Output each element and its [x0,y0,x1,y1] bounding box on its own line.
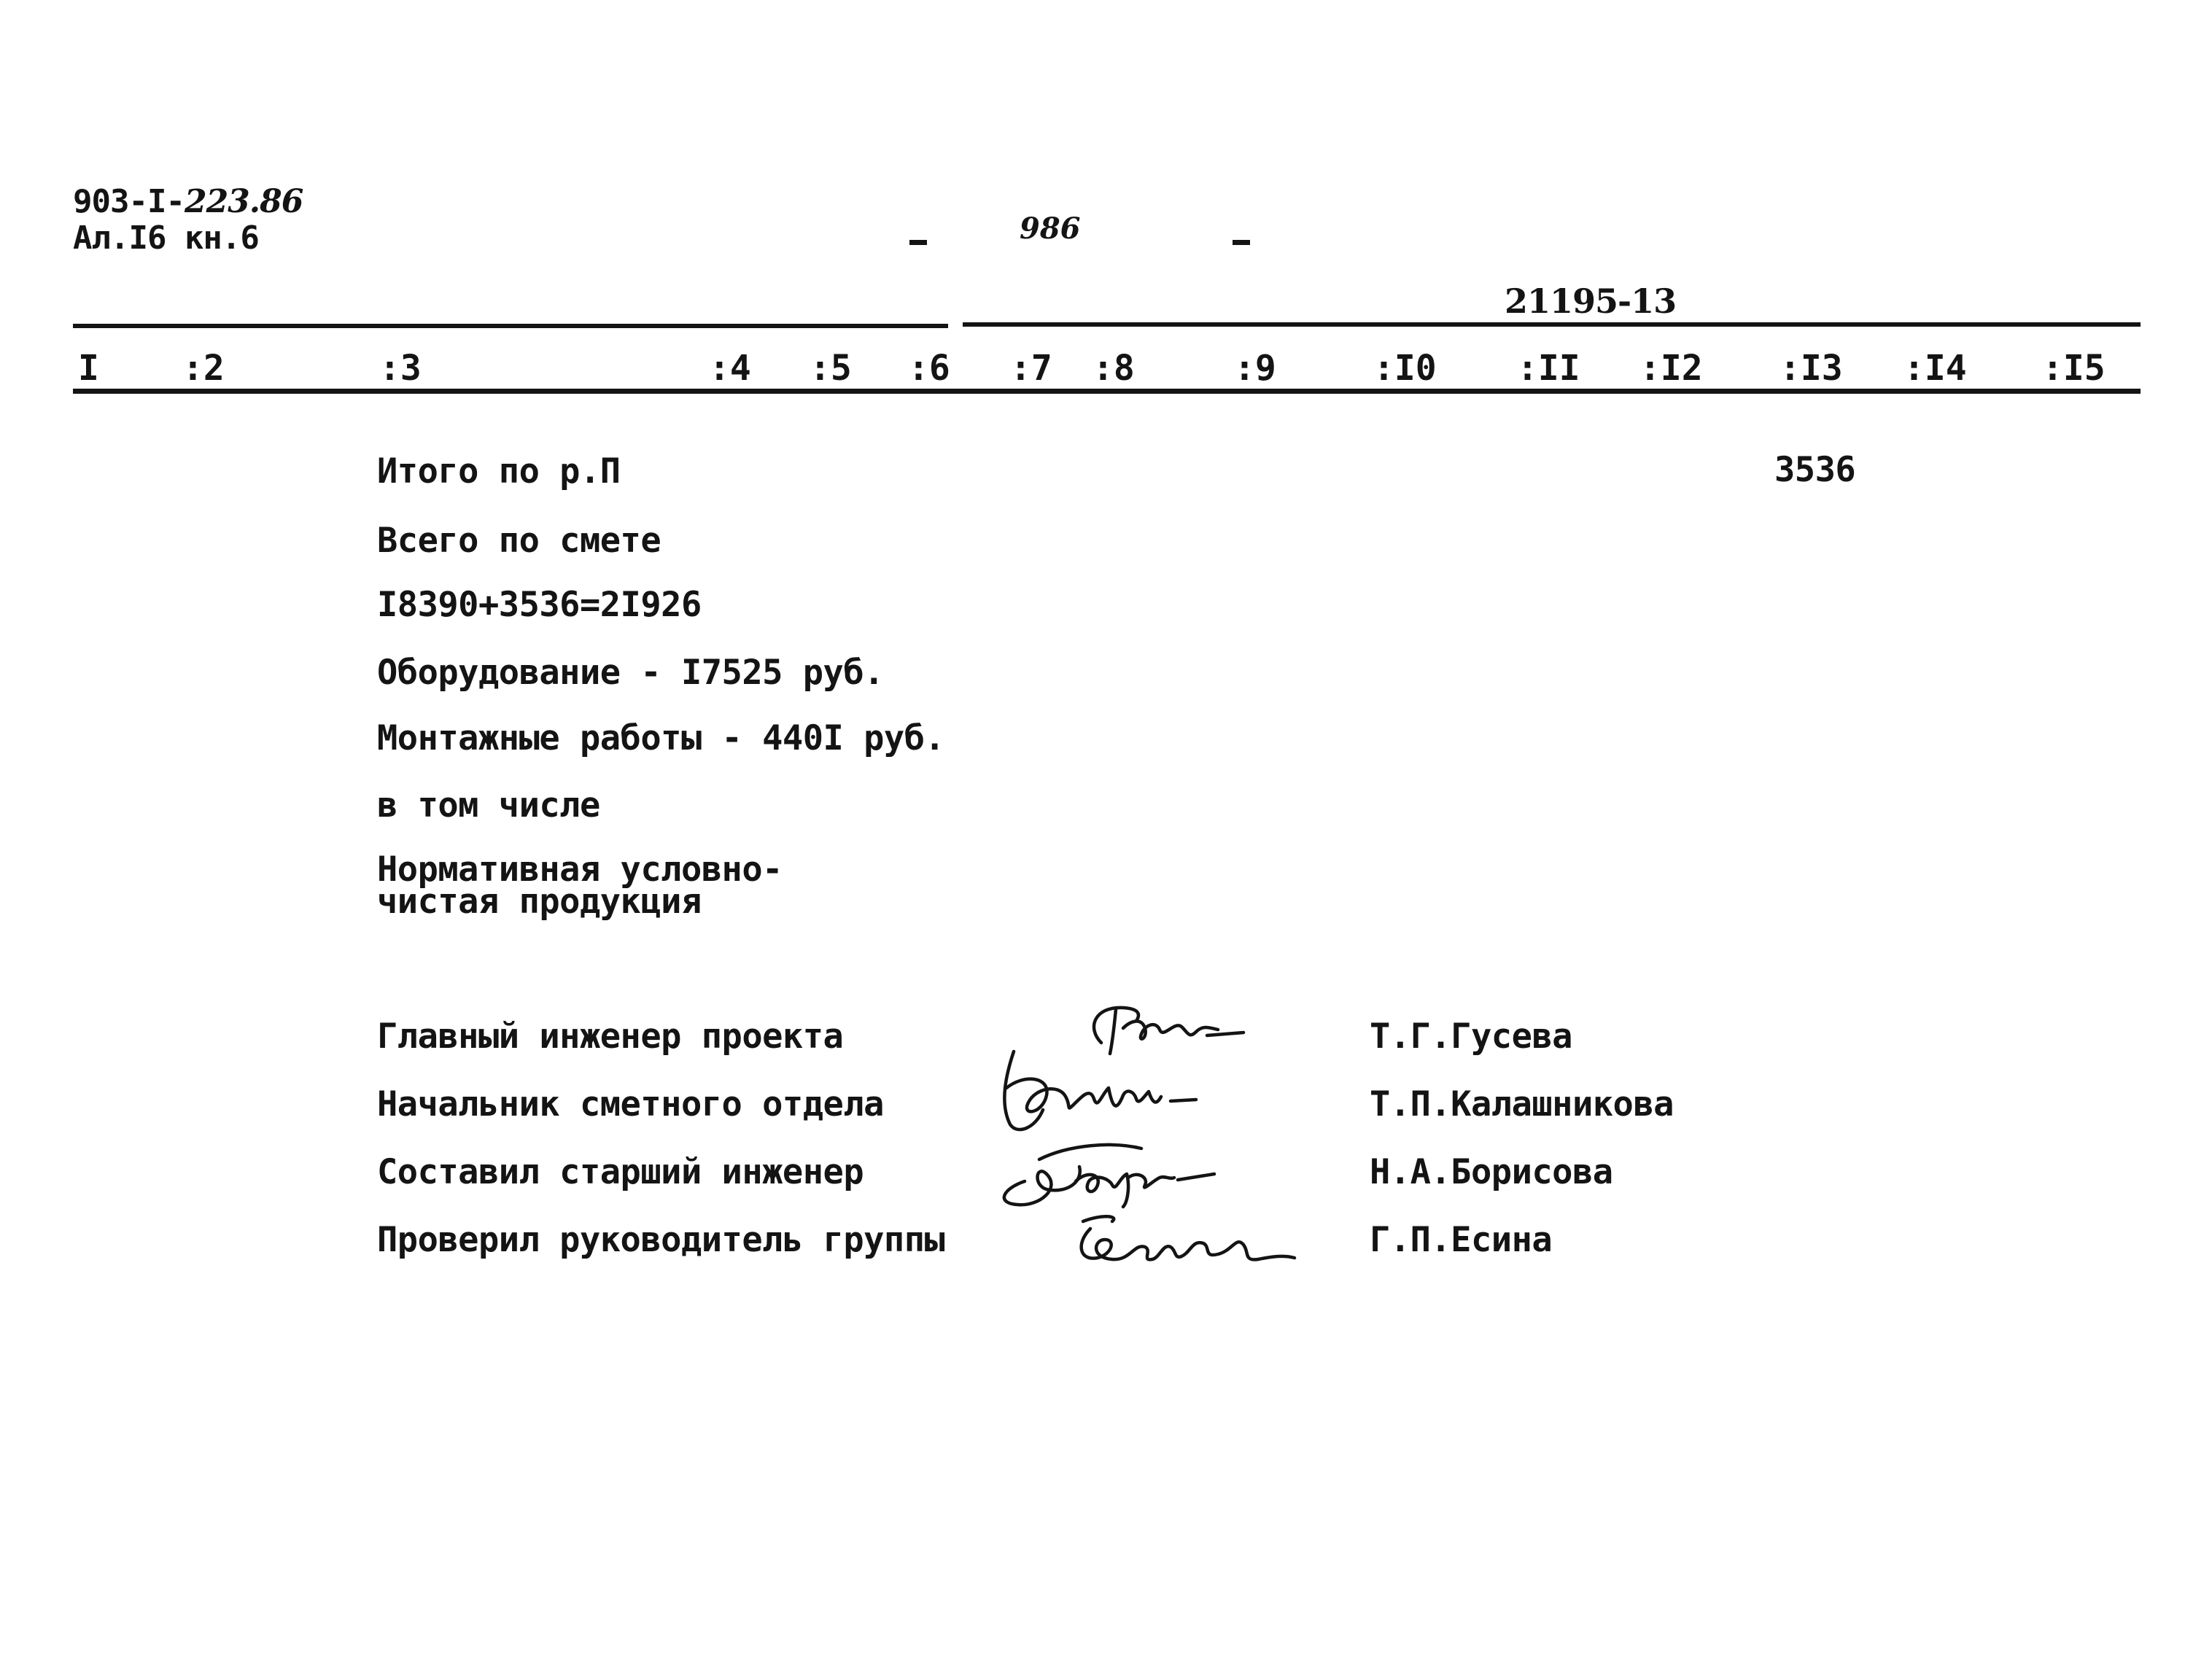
column-number: :7 [1010,348,1052,389]
total-section-value: 3536 [1774,450,1856,490]
signature-name-checker: Г.П.Есина [1370,1220,1553,1260]
column-number: :2 [182,348,225,389]
signature-role-checker: Проверил руководитель группы [377,1220,945,1260]
column-number: :II [1517,348,1580,389]
column-number: :5 [810,348,852,389]
document-code-prefix: 903-I- [73,183,185,220]
document-code [73,183,303,220]
column-number: :3 [379,348,422,389]
page-number: 986 [1020,211,1081,246]
normative-label-line1: Нормативная условно- [377,850,783,890]
bottom-rule [73,389,2141,394]
column-number: :I0 [1373,348,1437,389]
equipment-cost: Оборудование - I7525 руб. [377,653,884,693]
signature-name-compiler: Н.А.Борисова [1370,1152,1613,1192]
column-number: :9 [1234,348,1276,389]
signature-kalashnikova-image [992,1044,1211,1139]
column-number: :I2 [1639,348,1703,389]
including-label: в том числе [377,785,600,825]
grand-total-calculation: I8390+3536=2I926 [377,585,702,625]
top-rule-left [73,324,948,328]
total-section-label: Итого по р.П [377,451,621,491]
document-code-suffix: 223.86 [184,183,303,220]
grand-total-label: Всего по смете [377,521,661,561]
column-number: :I4 [1904,348,1967,389]
column-number: :4 [709,348,751,389]
column-number: I [78,348,99,389]
signature-esina-image [1061,1207,1302,1280]
signature-borisova-image [996,1138,1243,1210]
signature-name-chief-engineer: Т.Г.Гусева [1370,1016,1572,1057]
signature-role-estimates-head: Начальник сметного отдела [377,1084,884,1124]
signature-name-estimates-head: Т.П.Калашникова [1370,1084,1674,1124]
page-number-dash-left [909,240,927,245]
column-number: :I3 [1780,348,1843,389]
column-number: :I5 [2042,348,2106,389]
signature-role-chief-engineer: Главный инженер проекта [377,1016,844,1057]
album-book: Ал.I6 кн.6 [73,219,259,257]
column-number: :6 [908,348,950,389]
page-number-dash-right [1233,240,1250,245]
normative-label-line2: чистая продукция [377,882,702,922]
column-number: :8 [1093,348,1135,389]
installation-cost: Монтажные работы - 440I руб. [377,718,945,758]
signature-role-compiler: Составил старший инженер [377,1152,864,1192]
sheet-code: 21195-13 [1505,281,1677,321]
top-rule-right [963,322,2141,327]
